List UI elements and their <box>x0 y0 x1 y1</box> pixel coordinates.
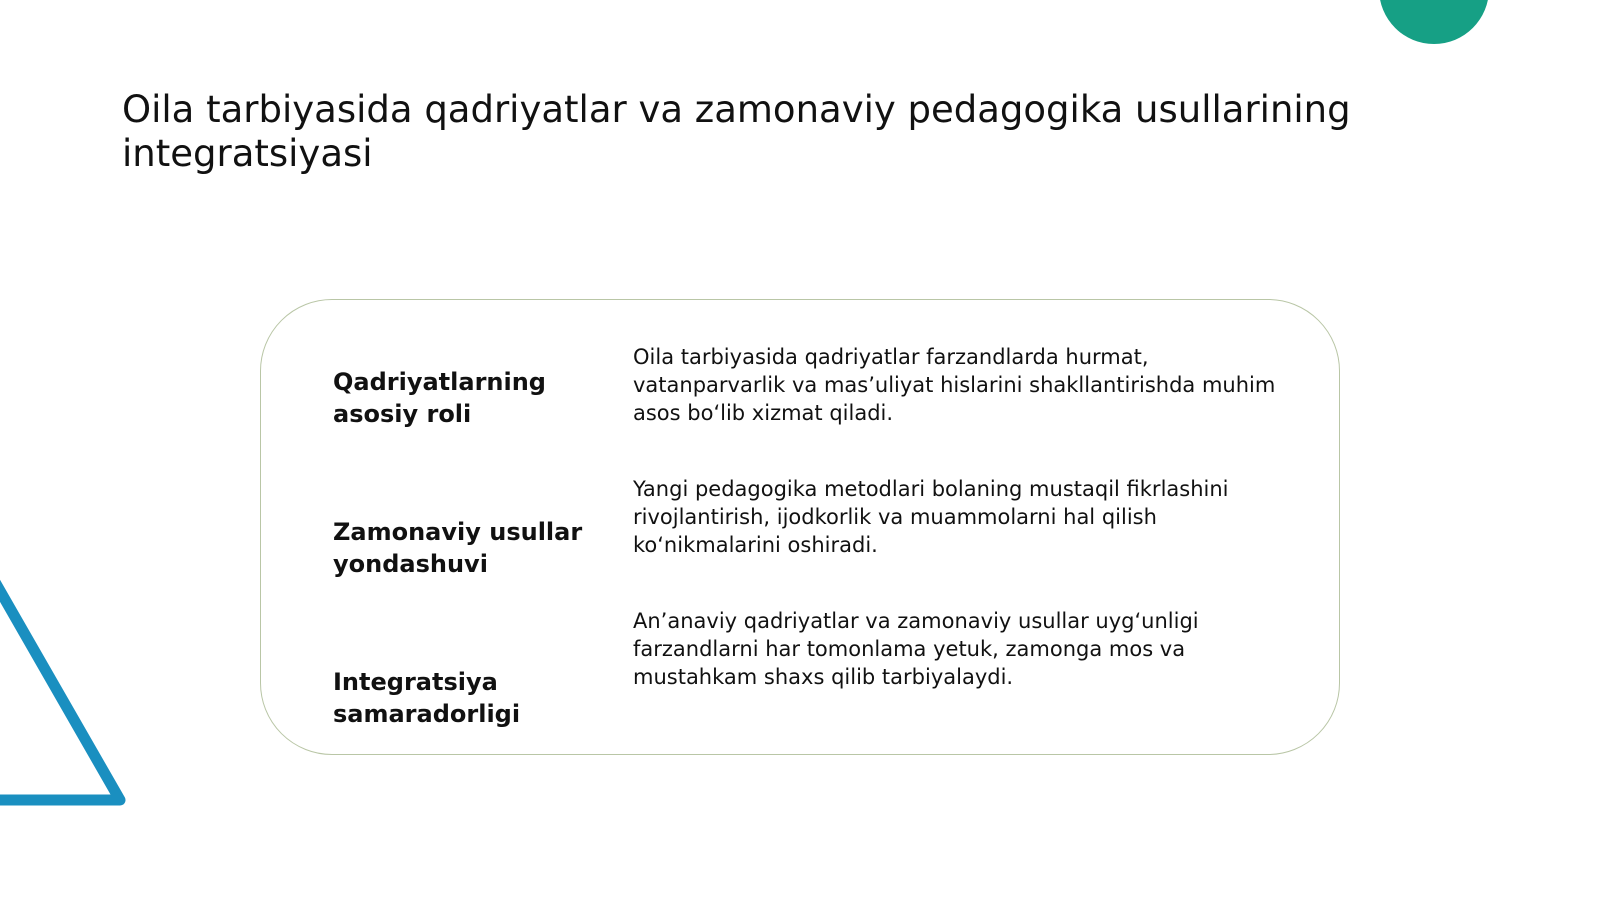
content-row-methods <box>261 432 1341 582</box>
row-description: An’anaviy qadriyatlar va zamonaviy usullar uyg‘unligi farzandlarni har tomonlama yetuk, zamonga mos va mustahkam shaxs qilib tarbiyalaydi. <box>633 609 1199 689</box>
row-label: Zamonaviy usullar yondashuvi <box>333 518 583 578</box>
row-description: Yangi pedagogika metodlari bolaning mustaqil fikrlashini rivojlantirish, ijodkorlik va muammolarni hal qilish ko‘nikmalarini oshiradi. <box>633 477 1229 557</box>
row-description: Oila tarbiyasida qadriyatlar farzandlarda hurmat, vatanparvarlik va mas’uliyat hislarini shakllantirishda muhim asos bo‘lib xizmat qiladi. <box>633 345 1276 425</box>
slide-title: Oila tarbiyasida qadriyatlar va zamonaviy pedagogika usullarining integratsiyasi <box>122 88 1351 175</box>
content-card <box>260 299 1340 755</box>
content-row-integration <box>261 564 1341 728</box>
row-label: Qadriyatlarning asosiy roli <box>333 368 546 428</box>
content-row-values <box>261 300 1341 450</box>
decorative-circle <box>1379 0 1489 44</box>
row-label: Integratsiya samaradorligi <box>333 668 521 728</box>
